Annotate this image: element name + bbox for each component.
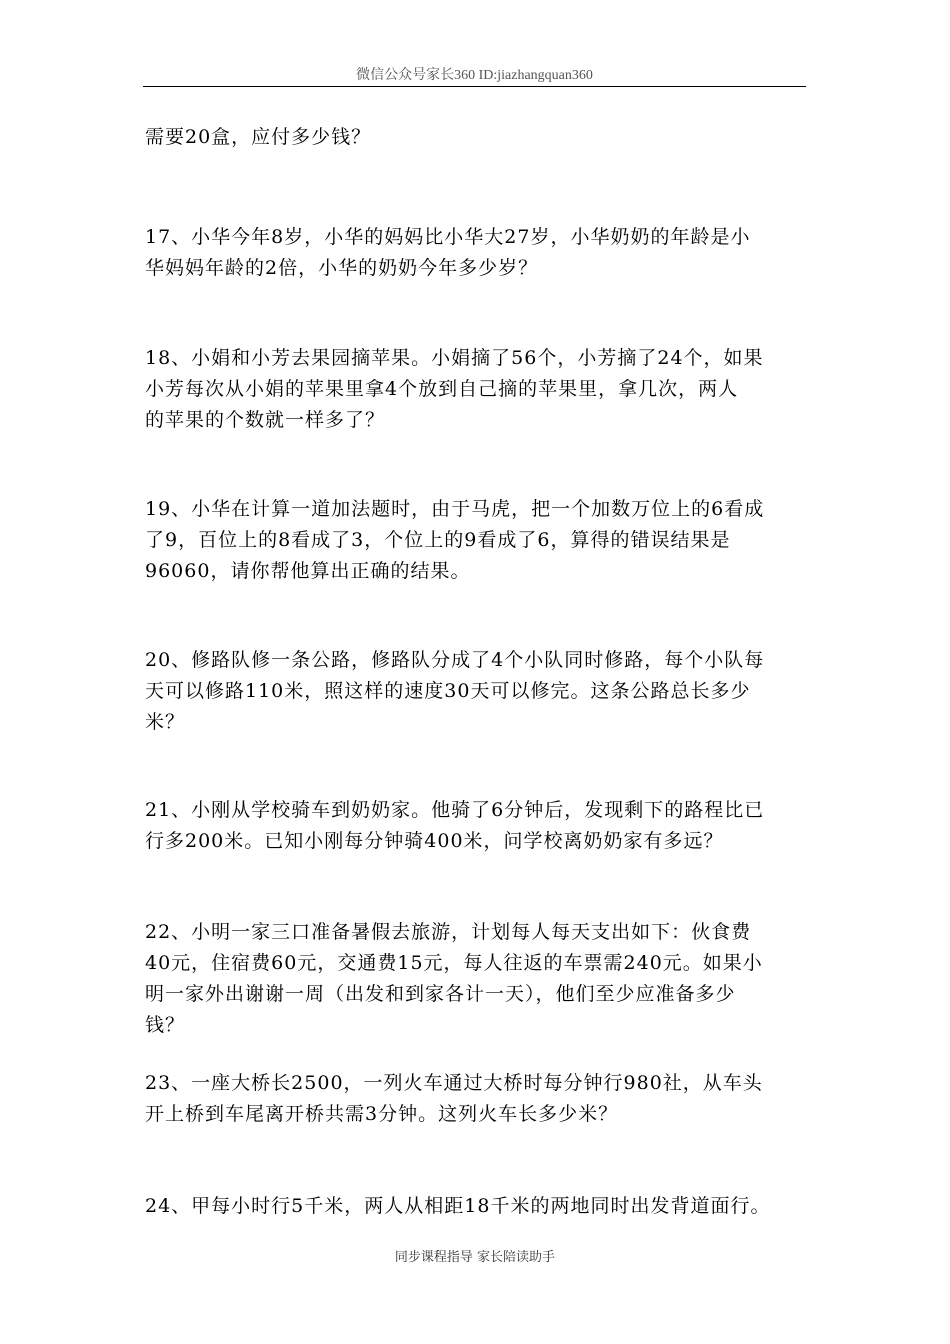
- problem-20: [145, 645, 810, 738]
- text-line: 行多200米。已知小刚每分钟骑400米，问学校离奶奶家有多远？: [145, 830, 724, 852]
- problem-16-continuation: [145, 122, 810, 153]
- text-line: 华妈妈年龄的2倍，小华的奶奶今年多少岁？: [145, 257, 539, 279]
- header-divider: [143, 86, 806, 87]
- text-line: 20、修路队修一条公路，修路队分成了4个小队同时修路，每个小队每: [145, 649, 765, 671]
- text-line: 24、甲每小时行5千米，两人从相距18千米的两地同时出发背道面行。: [145, 1195, 771, 1217]
- problem-18: [145, 343, 810, 436]
- text-line: 21、小刚从学校骑车到奶奶家。他骑了6分钟后，发现剩下的路程比已: [145, 799, 765, 821]
- page-header: 微信公众号家长360 ID:jiazhangquan360: [356, 68, 593, 83]
- text-line: 开上桥到车尾离开桥共需3分钟。这列火车长多少米？: [145, 1103, 619, 1125]
- text-line: 钱？: [145, 1014, 186, 1036]
- text-line: 需要20盒，应付多少钱？: [145, 126, 372, 148]
- text-line: 96060，请你帮他算出正确的结果。: [145, 560, 471, 582]
- text-line: 18、小娟和小芳去果园摘苹果。小娟摘了56个，小芳摘了24个，如果: [145, 347, 764, 369]
- text-line: 23、一座大桥长2500，一列火车通过大桥时每分钟行980社，从车头: [145, 1072, 763, 1094]
- page-footer: 同步课程指导 家长陪读助手: [394, 1250, 556, 1265]
- problem-23: [145, 1068, 810, 1130]
- text-line: 明一家外出谢谢一周（出发和到家各计一天），他们至少应准备多少: [145, 983, 736, 1005]
- problem-21: [145, 795, 810, 857]
- problem-22: [145, 917, 810, 1041]
- problem-19: [145, 494, 810, 587]
- text-line: 22、小明一家三口准备暑假去旅游，计划每人每天支出如下：伙食费: [145, 921, 752, 943]
- text-line: 了9，百位上的8看成了3，个位上的9看成了6，算得的错误结果是: [145, 529, 731, 551]
- text-line: 17、小华今年8岁，小华的妈妈比小华大27岁，小华奶奶的年龄是小: [145, 226, 751, 248]
- text-line: 米？: [145, 711, 186, 733]
- problem-17: [145, 222, 810, 284]
- text-line: 小芳每次从小娟的苹果里拿4个放到自己摘的苹果里，拿几次，两人: [145, 378, 739, 400]
- text-line: 的苹果的个数就一样多了？: [145, 409, 386, 431]
- text-line: 19、小华在计算一道加法题时，由于马虎，把一个加数万位上的6看成: [145, 498, 765, 520]
- problem-24: [145, 1191, 810, 1222]
- text-line: 天可以修路110米，照这样的速度30天可以修完。这条公路总长多少: [145, 680, 751, 702]
- text-line: 40元，住宿费60元，交通费15元，每人往返的车票需240元。如果小: [145, 952, 763, 974]
